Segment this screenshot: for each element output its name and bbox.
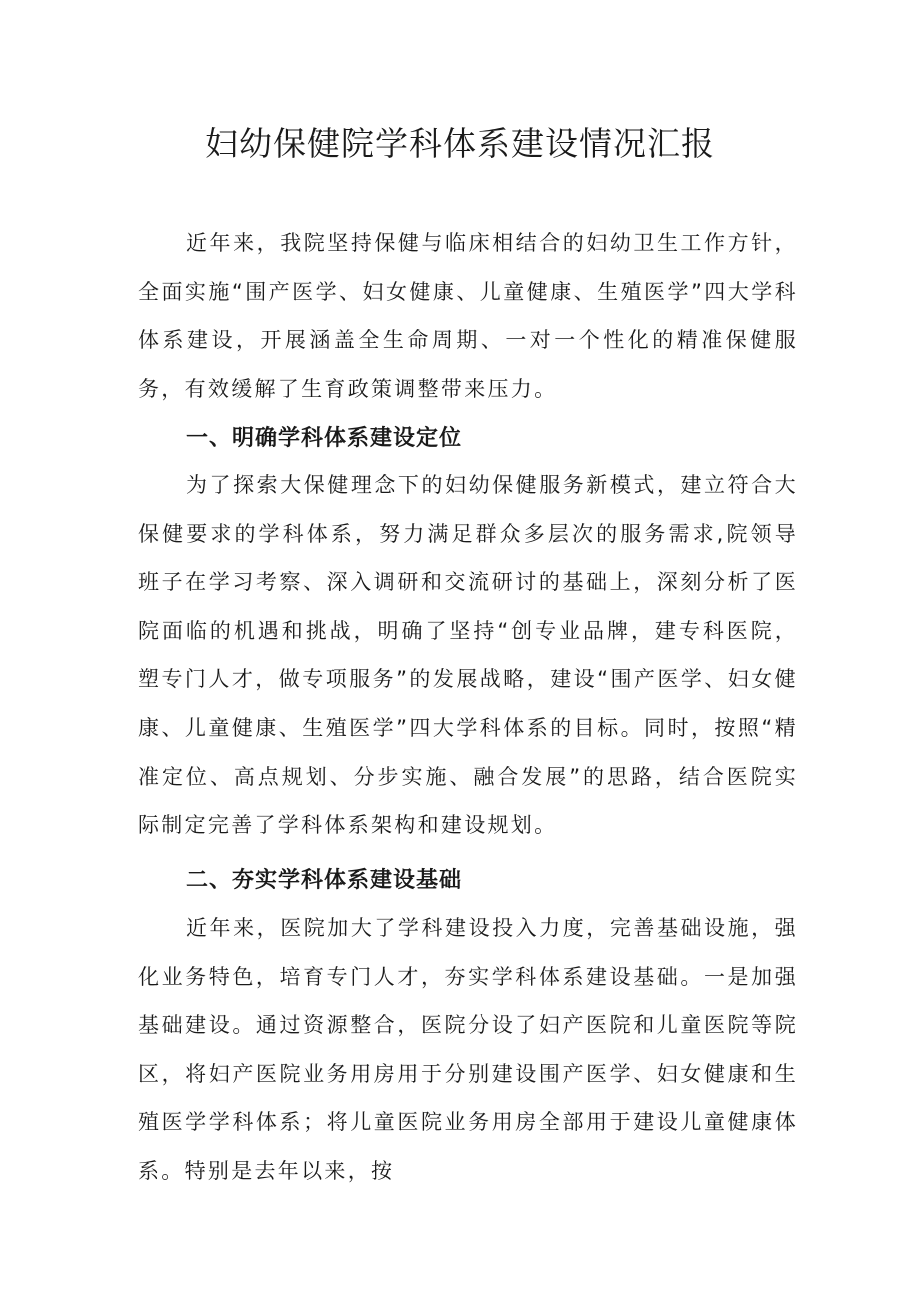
- document-title: 妇幼保健院学科体系建设情况汇报: [205, 124, 715, 163]
- section-2-paragraph: 近年来，医院加大了学科建设投入力度，完善基础设施，强化业务特色，培育专门人才，夯实学科体系建设基础。一是加强基础建设。通过资源整合，医院分设了妇产医院和儿童医院等院区，将妇产医院业务用房用于分别建设围产医学、妇女健康和生殖医学学科体系；将儿童医院业务用房全部用于建设儿童健康体系。特别是去年以来，按: [138, 916, 798, 1183]
- section-1-heading: 一、明确学科体系建设定位: [186, 426, 463, 451]
- intro-paragraph: 近年来，我院坚持保健与临床相结合的妇幼卫生工作方针，全面实施“围产医学、妇女健康、儿童健康、生殖医学”四大学科体系建设，开展涵盖全生命周期、一对一个性化的精准保健服务，有效缓解了生育政策调整带来压力。: [138, 231, 798, 401]
- section-2-heading: 二、夯实学科体系建设基础: [186, 868, 463, 893]
- section-1-paragraph: 为了探索大保健理念下的妇幼保健服务新模式，建立符合大保健要求的学科体系，努力满足群众多层次的服务需求,院领导班子在学习考察、深入调研和交流研讨的基础上，深刻分析了医院面临的机遇和挑战，明确了坚持“创专业品牌，建专科医院，塑专门人才，做专项服务”的发展战略，建设“围产医学、妇女健康、儿童健康、生殖医学”四大学科体系的目标。同时，按照“精准定位、高点规划、分步实施、融合发展”的思路，结合医院实际制定完善了学科体系架构和建设规划。: [138, 473, 798, 838]
